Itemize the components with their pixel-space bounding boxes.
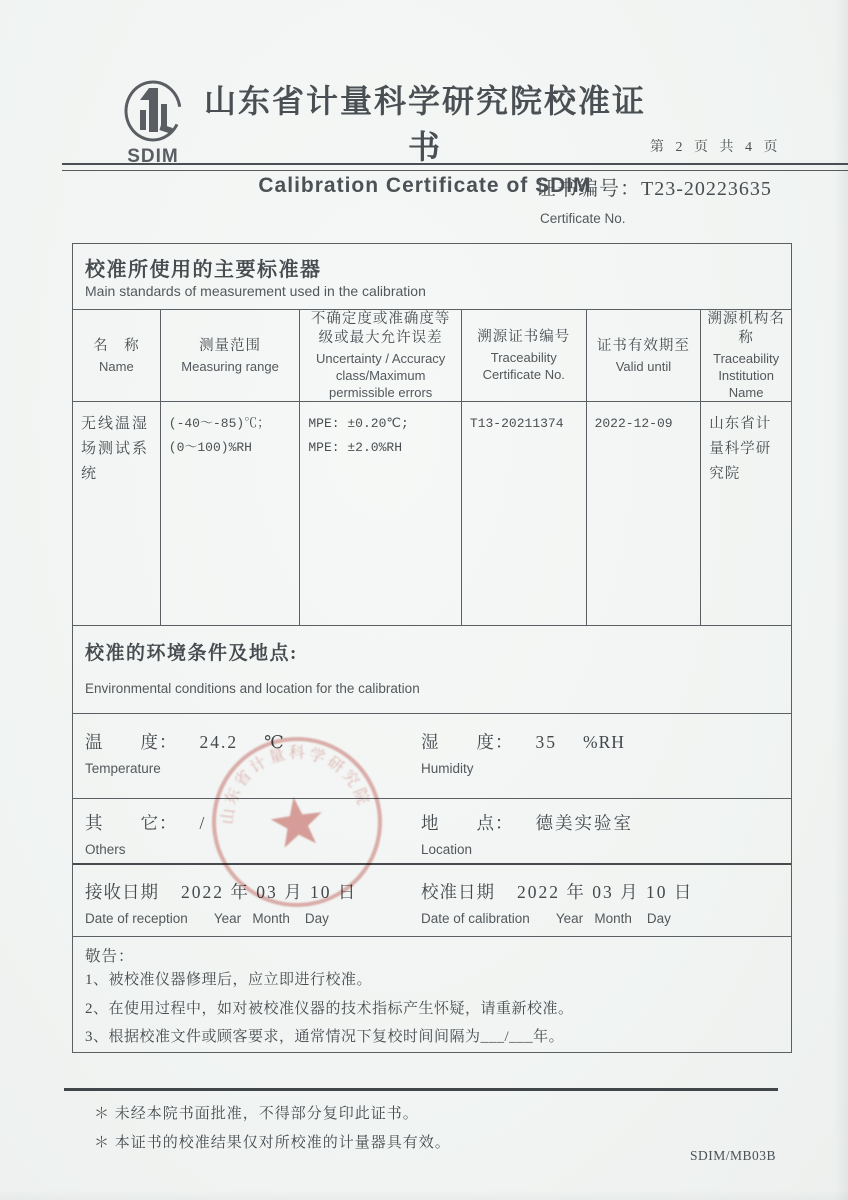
footer-divider xyxy=(64,1088,778,1091)
mpe-humidity-text: MPE: ±2.0%RH xyxy=(308,440,402,455)
certificate-title-en: Calibration Certificate of SDIM xyxy=(258,174,592,197)
others-value: / xyxy=(199,813,207,833)
humidity-label-en: Humidity xyxy=(421,761,474,776)
humidity-unit: %RH xyxy=(583,732,625,752)
form-code: SDIM/MB03B xyxy=(690,1148,777,1163)
col-header-trace-cert-en: Traceability Certificate No. xyxy=(482,350,565,382)
notice-section xyxy=(85,944,775,1052)
others-label-en: Others xyxy=(85,842,126,857)
cell-trace-cert-no xyxy=(462,402,587,625)
col-header-institution-cn: 溯源机构名称 xyxy=(707,311,785,346)
standards-table xyxy=(73,309,791,626)
humidity-value: 35 xyxy=(535,732,557,752)
col-header-institution-en: Traceability Institution Name xyxy=(713,351,780,400)
footnote-2: ＊ 本证书的校准结果仅对所校准的计量器具有效。 xyxy=(94,1135,451,1151)
range-humidity-text: (0～100)%RH xyxy=(168,440,252,455)
institution-text: 山东省计量科学研究院 xyxy=(709,416,772,482)
calibration-date-field xyxy=(421,879,693,926)
calibration-label-en: Date of calibration xyxy=(421,911,530,926)
col-header-name-en: Name xyxy=(99,358,134,374)
notice-item-3: 3、根据校准文件或顾客要求，通常情况下复校时间间隔为___/___年。 xyxy=(85,1029,565,1045)
col-header-name xyxy=(73,310,161,401)
header-divider xyxy=(62,163,848,171)
location-label-cn: 地 点： xyxy=(421,813,514,833)
location-label-en: Location xyxy=(421,842,473,857)
col-header-uncertainty xyxy=(300,310,462,401)
env-row-dates xyxy=(73,865,791,936)
reception-label-en: Date of reception xyxy=(85,911,188,926)
col-header-range-en: Measuring range xyxy=(181,358,279,374)
calibration-label-cn: 校准日期 xyxy=(421,882,495,902)
stamp-arc-text: 山东省计量科学研究院 xyxy=(219,744,373,826)
standards-section-title-en: Main standards of measurement used in the calibration xyxy=(85,283,426,299)
col-header-range xyxy=(161,310,301,401)
certificate-number-label-en: Certificate No. xyxy=(540,211,626,226)
calibration-date-value: 2022 年 03 月 10 日 xyxy=(517,882,694,902)
env-row-others-location xyxy=(73,798,791,863)
col-header-uncertainty-cn: 不确定度或准确度等级或最大允许误差 xyxy=(310,311,451,346)
reception-date-value: 2022 年 03 月 10 日 xyxy=(181,882,358,902)
notice-title: 敬告： xyxy=(85,948,135,965)
humidity-label-cn: 湿 度： xyxy=(421,732,514,752)
cell-valid-until xyxy=(587,402,702,625)
cell-measuring-range xyxy=(161,402,301,625)
temperature-value: 24.2 xyxy=(199,732,239,752)
range-temperature-text: (-40～-85)℃； xyxy=(168,416,271,431)
trace-cert-no-text: T13-20211374 xyxy=(469,416,564,431)
env-row-temp-humidity xyxy=(73,713,791,798)
temperature-label-cn: 温 度： xyxy=(85,732,178,752)
col-header-range-cn: 测量范围 xyxy=(199,337,262,354)
col-header-trace-cert xyxy=(462,310,587,401)
humidity-field xyxy=(421,729,625,776)
calibration-units-en: Year Month Day xyxy=(555,911,671,926)
footnotes xyxy=(94,1100,451,1158)
cell-institution xyxy=(701,402,791,625)
temperature-unit: ℃ xyxy=(264,732,285,752)
col-header-name-cn: 名 称 xyxy=(93,337,140,354)
environment-section-title-cn: 校准的环境条件及地点: xyxy=(85,643,298,664)
certificate-number: 证书编号：T23-20223635 xyxy=(536,178,772,200)
col-header-valid-until-en: Valid until xyxy=(615,358,672,374)
standard-name-text: 无线温湿场测试系统 xyxy=(81,416,150,482)
temperature-field xyxy=(85,729,285,776)
cell-standard-name xyxy=(73,402,161,625)
col-header-uncertainty-en: Uncertainty / Accuracy class/Maximum permissible errors xyxy=(315,351,446,400)
standards-table-data-row xyxy=(73,402,791,626)
standards-table-header-row xyxy=(73,310,791,402)
location-field xyxy=(421,810,633,857)
standards-section-title-cn: 校准所使用的主要标准器 xyxy=(85,259,322,281)
notice-item-2: 2、在使用过程中，如对被校准仪器的技术指标产生怀疑，请重新校准。 xyxy=(85,1000,574,1017)
location-value: 德美实验室 xyxy=(535,813,633,833)
col-header-valid-until-cn: 证书有效期至 xyxy=(596,337,690,354)
reception-date-field xyxy=(85,879,357,926)
cell-mpe xyxy=(300,402,462,625)
others-field xyxy=(85,810,206,857)
notice-item-1: 1、被校准仪器修理后，应立即进行校准。 xyxy=(85,972,373,988)
col-header-trace-cert-cn: 溯源证书编号 xyxy=(477,329,571,345)
footnote-1: ＊ 未经本院书面批准，不得部分复印此证书。 xyxy=(94,1106,419,1122)
certificate-title-cn: 山东省计量科学研究院校准证书 xyxy=(203,83,646,165)
sdim-logo-text: SDIM xyxy=(127,146,179,167)
others-label-cn: 其 它： xyxy=(85,813,178,833)
page-number: 第 2 页 共 4 页 xyxy=(650,140,782,155)
col-header-institution xyxy=(701,310,791,401)
col-header-valid-until xyxy=(587,310,702,401)
reception-label-cn: 接收日期 xyxy=(85,882,159,902)
valid-until-text: 2022-12-09 xyxy=(594,416,673,431)
environment-section-title-en: Environmental conditions and location for the calibration xyxy=(85,681,420,696)
temperature-label-en: Temperature xyxy=(85,761,161,776)
divider-notice-top xyxy=(73,936,791,937)
certificate-body-box xyxy=(72,243,792,1053)
mpe-temperature-text: MPE: ±0.20℃; xyxy=(308,416,409,431)
reception-units-en: Year Month Day xyxy=(213,911,329,926)
